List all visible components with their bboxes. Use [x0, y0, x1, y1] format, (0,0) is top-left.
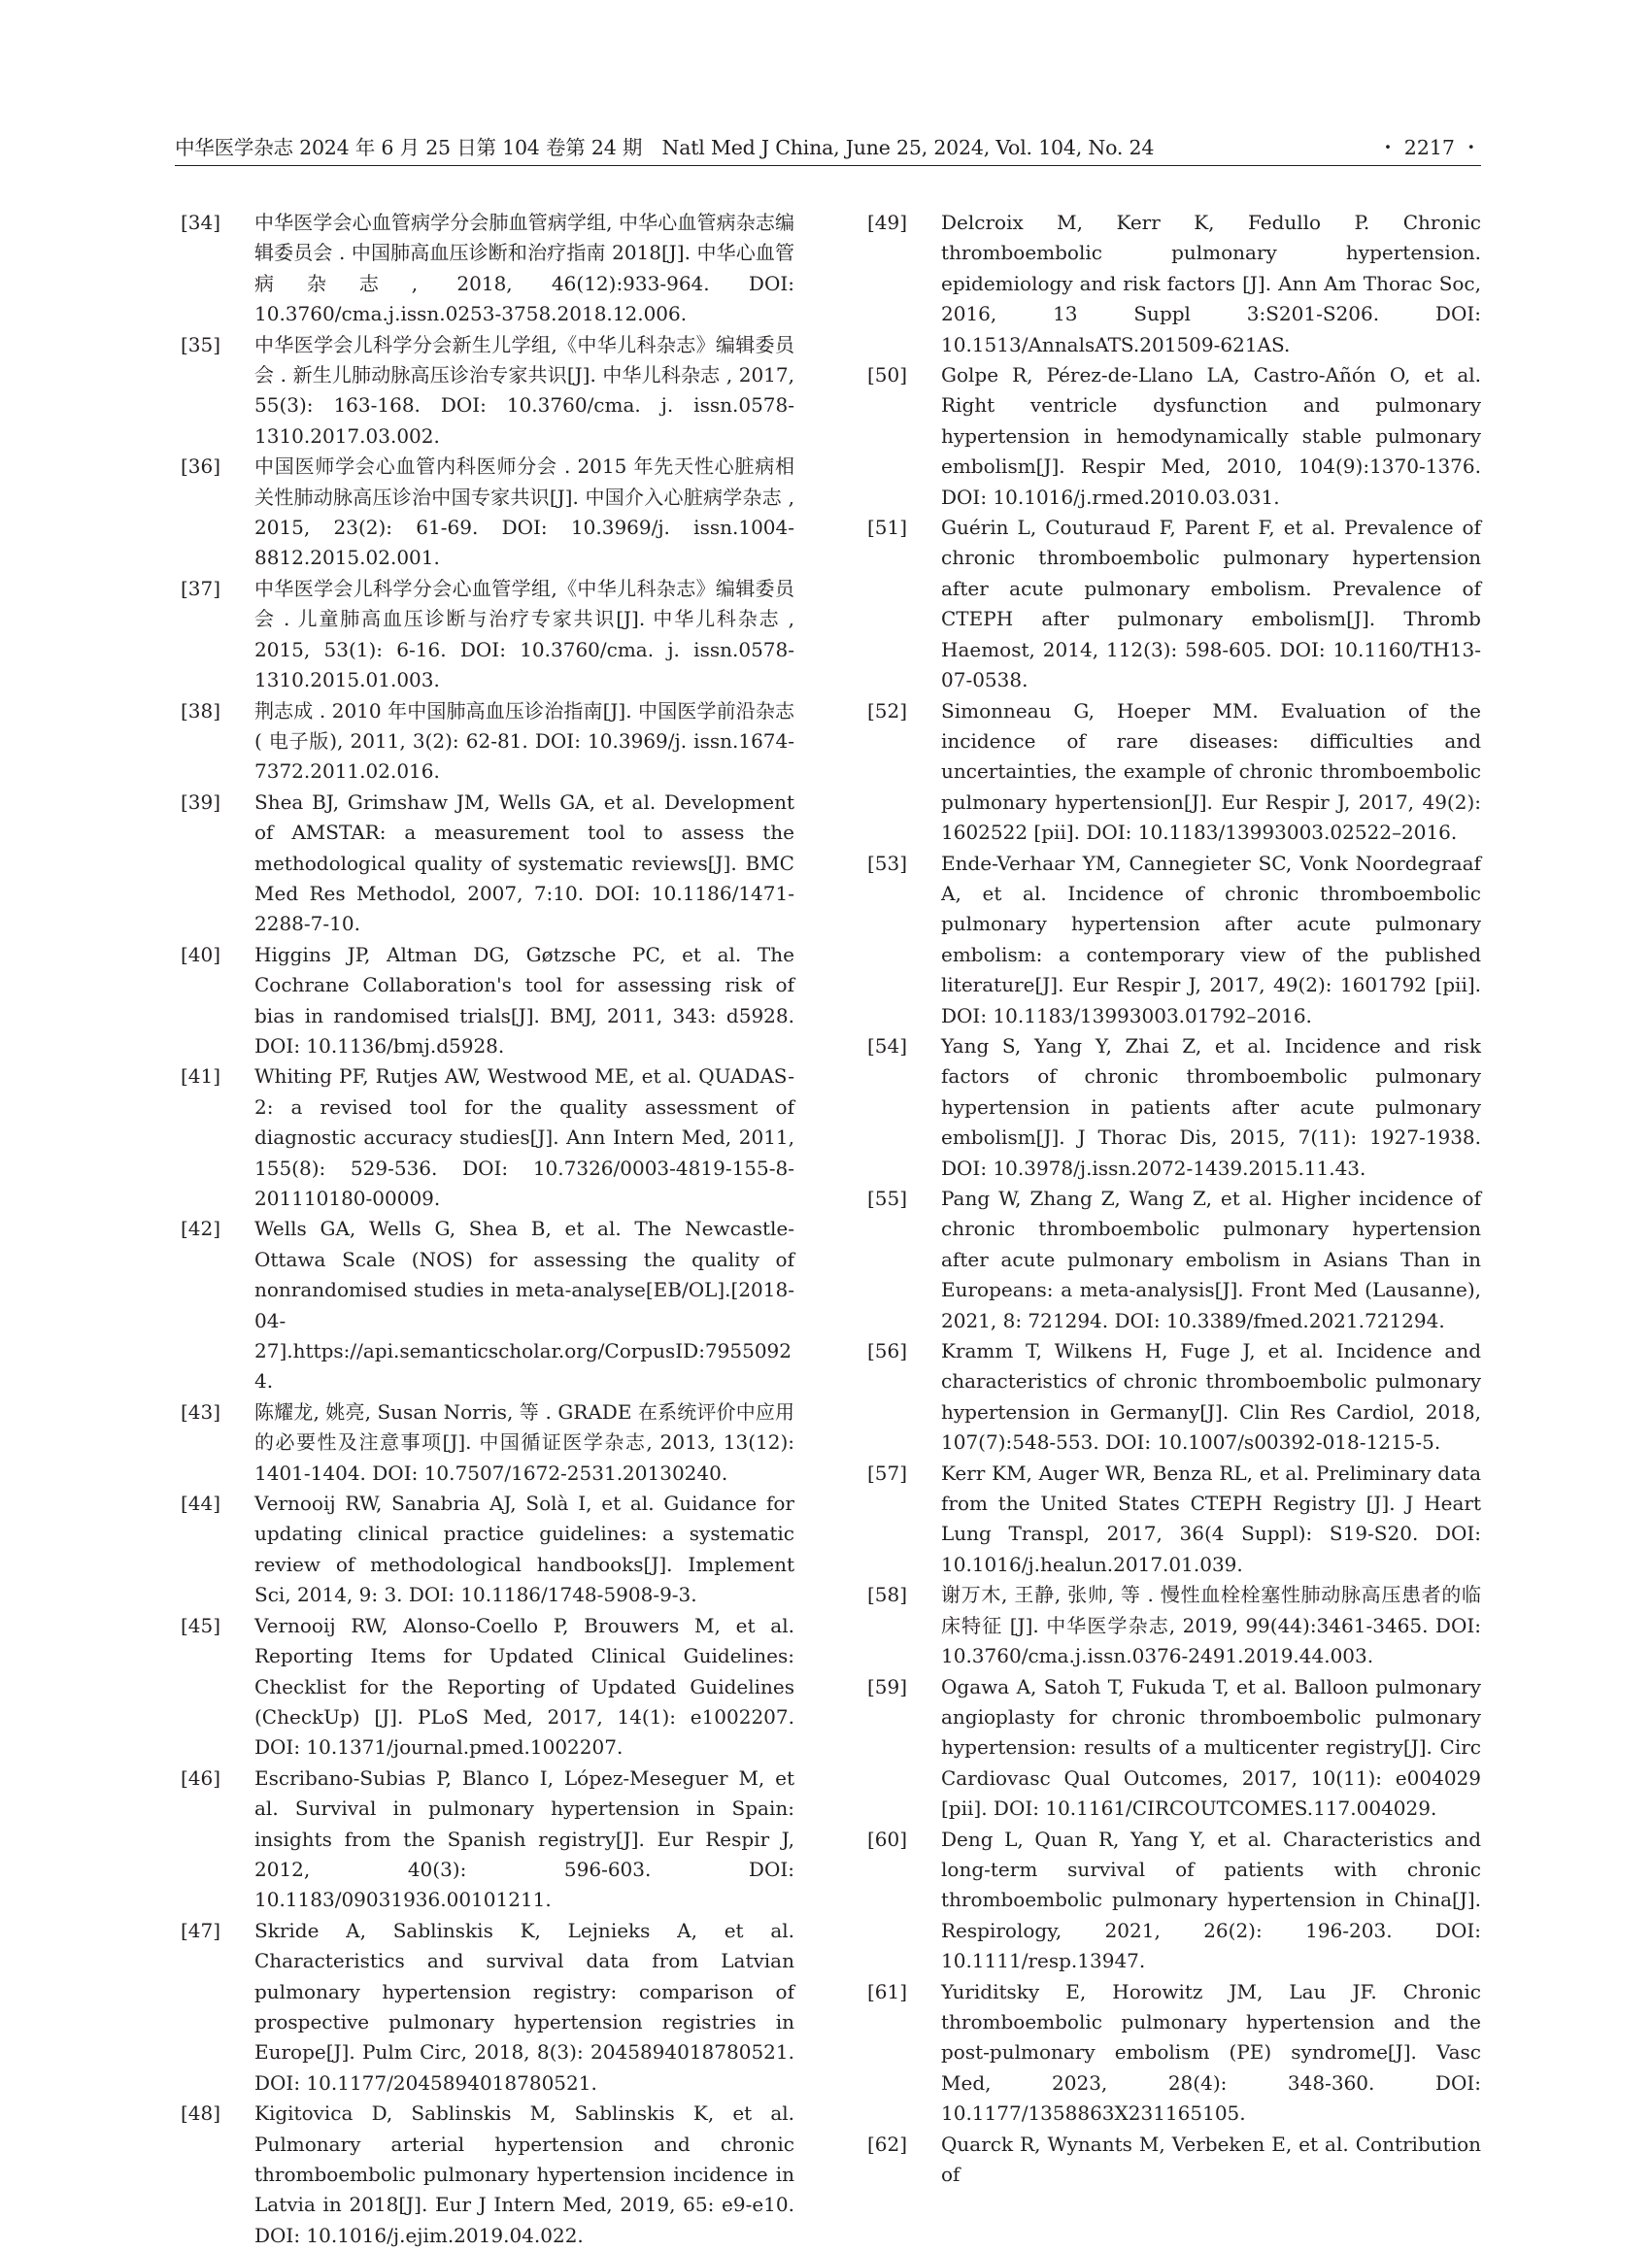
- reference-number: [58]: [867, 1583, 908, 1607]
- reference-entry: [867, 1184, 1481, 1336]
- reference-number: [41]: [181, 1064, 221, 1089]
- reference-number: [38]: [181, 698, 221, 722]
- reference-number: [35]: [181, 332, 221, 356]
- reference-text: Pang W, Zhang Z, Wang Z, et al. Higher incidence of chronic thromboembolic pulmonary hypertension after acute pulmonary embolism in Asians Than in Europeans: a meta-analysis[J]. Front Med (Lausanne), 2021, 8: 721294. DOI: 10.3389/fmed.2021.721294.: [941, 1187, 1481, 1332]
- reference-entry: [181, 2099, 794, 2251]
- reference-text: 陈耀龙, 姚亮, Susan Norris, 等 . GRADE 在系统评价中应用的必要性及注意事项[J]. 中国循证医学杂志, 2013, 13(12): 1401-1404. DOI: 10.7507/1672-2531.20130240.: [254, 1399, 794, 1485]
- reference-column-left: [181, 208, 794, 2251]
- reference-number: [34]: [181, 211, 221, 234]
- reference-number: [36]: [181, 454, 221, 479]
- reference-text: Kigitovica D, Sablinskis M, Sablinskis K, et al. Pulmonary arterial hypertension and chronic thromboembolic pulmonary hypertension incidence in Latvia in 2018[J]. Eur J Intern Med, 2019, 65: e9-e10. DOI: 10.1016/j.ejim.2019.04.022.: [254, 2101, 794, 2247]
- reference-number: [46]: [181, 1765, 221, 1790]
- journal-citation-header: 中华医学杂志 2024 年 6 月 25 日第 104 卷第 24 期 Natl Med J China, June 25, 2024, Vol. 104, No. 24: [175, 136, 1155, 159]
- reference-text: Whiting PF, Rutjes AW, Westwood ME, et al. QUADAS-2: a revised tool for the quality assessment of diagnostic accuracy studies[J]. Ann Intern Med, 2011, 155(8): 529-536. DOI: 10.7326/0003-4819-155-8-201110180-00009.: [254, 1064, 794, 1210]
- reference-entry: [867, 1336, 1481, 1459]
- reference-entry: [181, 696, 794, 788]
- reference-entry: [867, 513, 1481, 695]
- reference-text: Guérin L, Couturaud F, Parent F, et al. Prevalence of chronic thromboembolic pulmonary hypertension after acute pulmonary embolism. Prevalence of CTEPH after pulmonary embolism[J]. Thromb Haemost, 2014, 112(3): 598-605. DOI: 10.1160/TH13-07-0538.: [941, 516, 1481, 692]
- reference-text: 中国医师学会心血管内科医师分会 . 2015 年先天性心脏病相关性肺动脉高压诊治中国专家共识[J]. 中国介入心脏病学杂志 , 2015, 23(2): 61-69. DOI: 10.3969/j. issn.1004-8812.2015.02.001.: [254, 454, 794, 570]
- reference-number: [37]: [181, 576, 221, 600]
- reference-number: [57]: [867, 1461, 908, 1485]
- reference-entry: [181, 1611, 794, 1764]
- reference-text: 中华医学会心血管病学分会肺血管病学组, 中华心血管病杂志编辑委员会 . 中国肺高血压诊断和治疗指南 2018[J]. 中华心血管病杂志, 2018, 46(12):933-964. DOI: 10.3760/cma.j.issn.0253-3758.2018.12.006.: [254, 211, 794, 326]
- reference-text: Deng L, Quan R, Yang Y, et al. Characteristics and long-term survival of patients with chronic thromboembolic pulmonary hypertension in China[J]. Respirology, 2021, 26(2): 196-203. DOI: 10.1111/resp.13947.: [941, 1827, 1481, 1973]
- reference-number: [59]: [867, 1674, 908, 1698]
- reference-text: 荆志成 . 2010 年中国肺高血压诊治指南[J]. 中国医学前沿杂志 ( 电子版), 2011, 3(2): 62-81. DOI: 10.3969/j. issn.1674-7372.2011.02.016.: [254, 698, 794, 784]
- reference-entry: [181, 574, 794, 696]
- reference-number: [47]: [181, 1918, 221, 1942]
- reference-entry: [867, 1825, 1481, 1977]
- reference-text: Yang S, Yang Y, Zhai Z, et al. Incidence and risk factors of chronic thromboembolic pulmonary hypertension in patients after acute pulmonary embolism[J]. J Thorac Dis, 2015, 7(11): 1927-1938. DOI: 10.3978/j.issn.2072-1439.2015.11.43.: [941, 1033, 1481, 1180]
- reference-number: [42]: [181, 1217, 221, 1241]
- reference-number: [56]: [867, 1339, 908, 1363]
- reference-entry: [181, 452, 794, 574]
- reference-entry: [867, 1459, 1481, 1581]
- reference-number: [53]: [867, 851, 908, 875]
- reference-text: Wells GA, Wells G, Shea B, et al. The Newcastle-Ottawa Scale (NOS) for assessing the quality of nonrandomised studies in meta-analyse[EB/OL].[2018-04-27].https://api.semanticscholar.org/CorpusID:79550924.: [254, 1217, 794, 1394]
- reference-text: Higgins JP, Altman DG, Gøtzsche PC, et al. The Cochrane Collaboration's tool for assessing risk of bias in randomised trials[J]. BMJ, 2011, 343: d5928. DOI: 10.1136/bmj.d5928.: [254, 942, 794, 1058]
- reference-text: Ogawa A, Satoh T, Fukuda T, et al. Balloon pulmonary angioplasty for chronic thromboembolic pulmonary hypertension: results of a multicenter registry[J]. Circ Cardiovasc Qual Outcomes, 2017, 10(11): e004029 [pii]. DOI: 10.1161/CIRCOUTCOMES.117.004029.: [941, 1674, 1481, 1821]
- reference-number: [49]: [867, 211, 908, 234]
- reference-text: 中华医学会儿科学分会新生儿学组,《中华儿科杂志》编辑委员会 . 新生儿肺动脉高压诊治专家共识[J]. 中华儿科杂志 , 2017, 55(3): 163-168. DOI: 10.3760/cma. j. issn.0578-1310.2017.03.002.: [254, 332, 794, 448]
- reference-entry: [867, 208, 1481, 360]
- reference-number: [52]: [867, 698, 908, 722]
- reference-number: [61]: [867, 1979, 908, 2003]
- reference-number: [62]: [867, 2132, 908, 2156]
- reference-number: [60]: [867, 1827, 908, 1851]
- reference-text: 谢万木, 王静, 张帅, 等 . 慢性血栓栓塞性肺动脉高压患者的临床特征 [J]. 中华医学杂志, 2019, 99(44):3461-3465. DOI: 10.3760/cma.j.issn.0376-2491.2019.44.003.: [941, 1583, 1481, 1668]
- reference-entry: [181, 330, 794, 453]
- reference-column-right: [867, 208, 1481, 2190]
- reference-text: Vernooij RW, Sanabria AJ, Solà I, et al. Guidance for updating clinical practice guidelines: a systematic review of methodological handbooks[J]. Implement Sci, 2014, 9: 3. DOI: 10.1186/1748-5908-9-3.: [254, 1492, 794, 1607]
- reference-text: Golpe R, Pérez-de-Llano LA, Castro-Añón O, et al. Right ventricle dysfunction and pulmonary hypertension in hemodynamically stable pulmonary embolism[J]. Respir Med, 2010, 104(9):1370-1376. DOI: 10.1016/j.rmed.2010.03.031.: [941, 363, 1481, 509]
- reference-text: Shea BJ, Grimshaw JM, Wells GA, et al. Development of AMSTAR: a measurement tool to assess the methodological quality of systematic reviews[J]. BMC Med Res Methodol, 2007, 7:10. DOI: 10.1186/1471-2288-7-10.: [254, 790, 794, 936]
- reference-entry: [181, 1214, 794, 1396]
- page-number: ・ 2217 ・: [1377, 136, 1481, 159]
- reference-number: [44]: [181, 1492, 221, 1516]
- reference-number: [48]: [181, 2101, 221, 2126]
- reference-entry: [181, 1397, 794, 1489]
- reference-entry: [867, 360, 1481, 513]
- reference-number: [45]: [181, 1613, 221, 1637]
- reference-text: Vernooij RW, Alonso-Coello P, Brouwers M, et al. Reporting Items for Updated Clinical Guidelines: Checklist for the Reporting of Updated Guidelines (CheckUp) [J]. PLoS Med, 2017, 14(1): e1002207. DOI: 10.1371/journal.pmed.1002207.: [254, 1613, 794, 1760]
- reference-text: Yuriditsky E, Horowitz JM, Lau JF. Chronic thromboembolic pulmonary hypertension and the post-pulmonary embolism (PE) syndrome[J]. Vasc Med, 2023, 28(4): 348-360. DOI: 10.1177/1358863X231165105.: [941, 1979, 1481, 2126]
- reference-entry: [181, 1489, 794, 1611]
- reference-entry: [181, 788, 794, 940]
- reference-entry: [181, 1764, 794, 1916]
- reference-entry: [867, 849, 1481, 1031]
- reference-text: 中华医学会儿科学分会心血管学组,《中华儿科杂志》编辑委员会 . 儿童肺高血压诊断与治疗专家共识[J]. 中华儿科杂志 , 2015, 53(1): 6-16. DOI: 10.3760/cma. j. issn.0578-1310.2015.01.003.: [254, 576, 794, 692]
- reference-text: Quarck R, Wynants M, Verbeken E, et al. Contribution of: [941, 2132, 1481, 2186]
- reference-text: Escribano-Subias P, Blanco I, López-Meseguer M, et al. Survival in pulmonary hypertension in Spain: insights from the Spanish registry[J]. Eur Respir J, 2012, 40(3): 596-603. DOI: 10.1183/09031936.00101211.: [254, 1765, 794, 1912]
- reference-entry: [867, 696, 1481, 849]
- reference-text: Ende-Verhaar YM, Cannegieter SC, Vonk Noordegraaf A, et al. Incidence of chronic thromboembolic pulmonary hypertension after acute pulmonary embolism: a contemporary view of the published literature[J]. Eur Respir J, 2017, 49(2): 1601792 [pii]. DOI: 10.1183/13993003.01792–2016.: [941, 851, 1481, 1027]
- reference-text: Kerr KM, Auger WR, Benza RL, et al. Preliminary data from the United States CTEPH Registry [J]. J Heart Lung Transpl, 2017, 36(4 Suppl): S19-S20. DOI: 10.1016/j.healun.2017.01.039.: [941, 1461, 1481, 1576]
- header-rule: [175, 165, 1481, 166]
- reference-entry: [867, 1672, 1481, 1825]
- reference-entry: [181, 208, 794, 330]
- reference-text: Skride A, Sablinskis K, Lejnieks A, et al. Characteristics and survival data from Latvian pulmonary hypertension registry: comparison of prospective pulmonary hypertension registries in Europe[J]. Pulm Circ, 2018, 8(3): 2045894018780521. DOI: 10.1177/2045894018780521.: [254, 1918, 794, 2095]
- reference-number: [51]: [867, 516, 908, 540]
- reference-entry: [181, 1061, 794, 1214]
- running-header: [175, 134, 1481, 163]
- reference-entry: [867, 1580, 1481, 1671]
- reference-number: [40]: [181, 942, 221, 966]
- reference-entry: [867, 2130, 1481, 2191]
- reference-text: Simonneau G, Hoeper MM. Evaluation of the incidence of rare diseases: difficulties and uncertainties, the example of chronic thromboembolic pulmonary hypertension[J]. Eur Respir J, 2017, 49(2): 1602522 [pii]. DOI: 10.1183/13993003.02522–2016.: [941, 698, 1481, 845]
- reference-entry: [867, 1031, 1481, 1184]
- reference-entry: [181, 940, 794, 1062]
- reference-number: [50]: [867, 363, 908, 387]
- reference-entry: [867, 1977, 1481, 2130]
- reference-text: Delcroix M, Kerr K, Fedullo P. Chronic thromboembolic pulmonary hypertension. epidemiology and risk factors [J]. Ann Am Thorac Soc, 2016, 13 Suppl 3:S201-S206. DOI: 10.1513/AnnalsATS.201509-621AS.: [941, 211, 1481, 356]
- reference-number: [39]: [181, 790, 221, 814]
- reference-entry: [181, 1916, 794, 2099]
- reference-number: [43]: [181, 1399, 221, 1424]
- reference-text: Kramm T, Wilkens H, Fuge J, et al. Incidence and characteristics of chronic thromboembolic pulmonary hypertension in Germany[J]. Clin Res Cardiol, 2018, 107(7):548-553. DOI: 10.1007/s00392-018-1215-5.: [941, 1339, 1481, 1455]
- reference-number: [54]: [867, 1033, 908, 1058]
- reference-number: [55]: [867, 1187, 908, 1210]
